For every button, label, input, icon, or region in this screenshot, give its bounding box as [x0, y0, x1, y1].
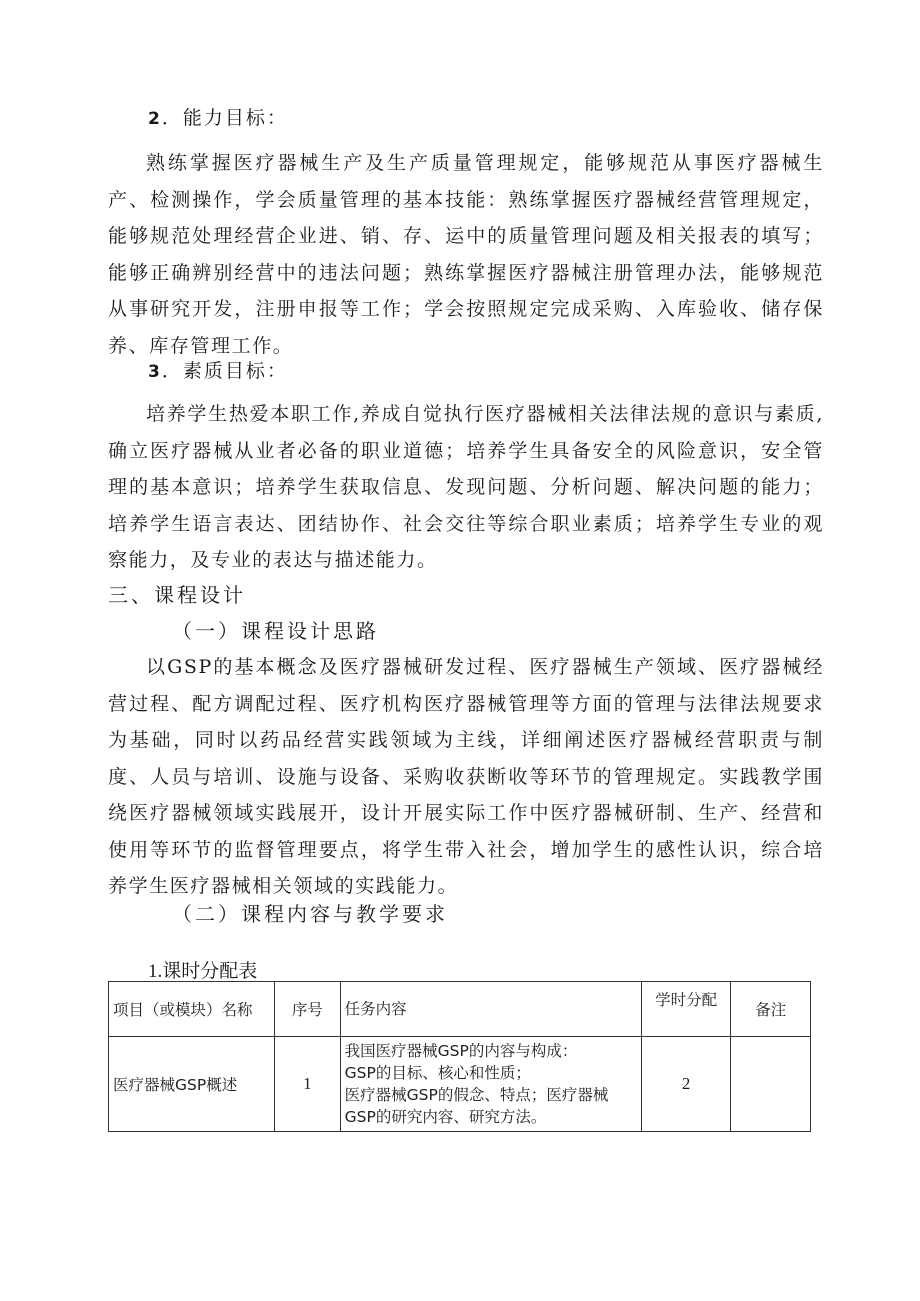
ability-goal-title: ．能力目标： — [161, 107, 288, 129]
hours-table-caption: 1.课时分配表 — [148, 961, 258, 982]
row-seq: 1 — [275, 1037, 340, 1132]
row-content — [340, 1037, 641, 1132]
content-requirement-title: （二）课程内容与教学要求 — [172, 902, 448, 926]
header-note: 备注 — [731, 982, 811, 1037]
header-hours: 学时分配 — [641, 982, 731, 1037]
quality-goal-title: ．素质目标： — [161, 360, 288, 382]
design-idea-title: （一）课程设计思路 — [172, 619, 379, 643]
quality-goal-heading — [148, 356, 288, 383]
ability-goal-paragraph: 熟练掌握医疗器械生产及生产质量管理规定，能够规范从事医疗器械生产、检测操作，学会质量管理的基本技能：熟练掌握医疗器械经营管理规定，能够规范处理经营企业进、销、存、运中的质量管理问题及相关报表的填写；能够正确辨别经营中的违法问题；熟练掌握医疗器械注册管理办法，能够规范从事研究开发，注册申报等工作；学会按照规定完成采购、入库验收、储存保养、库存管理工作。 — [108, 152, 824, 357]
row-content-line: 医疗器械GSP的假念、特点；医疗器械 — [344, 1086, 609, 1104]
row-hours: 2 — [641, 1037, 731, 1132]
row-content-line: 我国医疗器械GSP的内容与构成： — [344, 1042, 578, 1060]
header-module: 项目（或模块）名称 — [109, 982, 275, 1037]
hours-table — [108, 981, 811, 1132]
header-content: 任务内容 — [340, 982, 641, 1037]
section3-title: 三、课程设计 — [108, 583, 246, 607]
design-idea-paragraph: 以GSP的基本概念及医疗器械研发过程、医疗器械生产领域、医疗器械经营过程、配方调配过程、医疗机构医疗器械管理等方面的管理与法律法规要求为基础，同时以药品经营实践领域为主线，详细阐述医疗器械经营职责与制度、人员与培训、设施与设备、采购收获断收等环节的管理规定。实践教学围绕医疗器械领域实践展开，设计开展实际工作中医疗器械研制、生产、经营和使用等环节的监督管理要点，将学生带入社会，增加学生的感性认识，综合培养学生医疗器械相关领域的实践能力。 — [108, 656, 824, 897]
row-module: 医疗器械GSP概述 — [109, 1037, 275, 1132]
row-note — [731, 1037, 811, 1132]
table-header-row — [109, 982, 811, 1037]
table-row — [109, 1037, 811, 1132]
ability-goal-heading — [148, 103, 288, 130]
row-content-line: GSP的研究内容、研究方法。 — [344, 1108, 547, 1126]
row-content-line: GSP的目标、核心和性质； — [344, 1064, 531, 1082]
header-seq: 序号 — [275, 982, 340, 1037]
quality-goal-number: 3 — [148, 362, 162, 382]
ability-goal-number: 2 — [148, 109, 162, 129]
quality-goal-paragraph: 培养学生热爱本职工作,养成自觉执行医疗器械相关法律法规的意识与素质,确立医疗器械从业者必备的职业道德；培养学生具备安全的风险意识，安全管理的基本意识；培养学生获取信息、发现问题、分析问题、解决问题的能力；培养学生语言表达、团结协作、社会交往等综合职业素质；培养学生专业的观察能力，及专业的表达与描述能力。 — [108, 403, 824, 571]
